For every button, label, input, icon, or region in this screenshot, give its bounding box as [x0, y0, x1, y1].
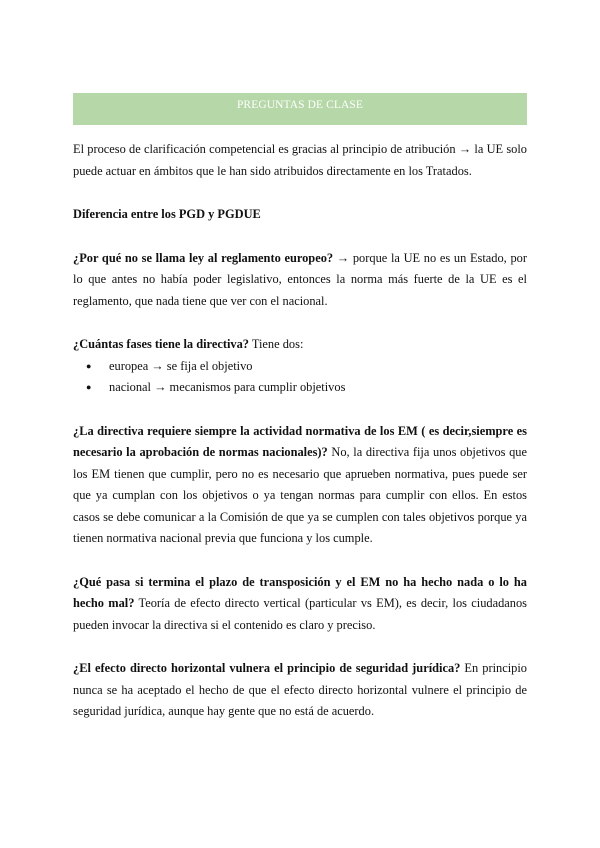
section-heading [73, 204, 527, 226]
section-heading-text: Diferencia entre los PGD y PGDUE [73, 207, 261, 221]
answer-1: → porque la UE no es un Estado, por lo que antes no había poder legislativo, entonces la norma más fuerte de la UE es el reglamento, que nada tiene que ver con el nacional. [73, 250, 527, 308]
intro-paragraph: El proceso de clarificación competencial es gracias al principio de atribución → la UE solo puede actuar en ámbitos que le han sido atribuidos directamente en los Tratados. [73, 142, 527, 178]
qa-paragraph-3 [73, 421, 527, 550]
qa-paragraph-2 [73, 334, 527, 356]
list-item: ● nacional → mecanismos para cumplir objetivos [73, 377, 527, 399]
answer-2: Tiene dos: [248, 337, 304, 351]
list-item: ● europea → se fija el objetivo [73, 356, 527, 378]
question-5: ¿El efecto directo horizontal vulnera el principio de seguridad jurídica? [73, 661, 461, 675]
question-3: ¿La directiva requiere siempre la actividad normativa de los EM ( es decir,siempre es necesario la aprobación de normas nacionales)? [73, 423, 527, 459]
qa-paragraph-4 [73, 572, 527, 637]
question-2: ¿Cuántas fases tiene la directiva? [73, 337, 249, 351]
question-1: ¿Por qué no se llama ley al reglamento europeo? [73, 250, 334, 265]
qa-paragraph-5 [73, 658, 527, 723]
qa-paragraph-1 [73, 248, 527, 313]
question-4: ¿Qué pasa si termina el plazo de transposición y el EM no ha hecho nada o lo ha hecho mal? [73, 574, 527, 610]
section-header: PREGUNTAS DE CLASE [73, 93, 527, 125]
document-page [73, 93, 527, 723]
answer-5: En principio nunca se ha aceptado el hecho de que el efecto directo horizontal vulnere el principio de seguridad jurídica, aunque hay gente que no está de acuerdo. [73, 661, 527, 718]
answer-4: Teoría de efecto directo vertical (particular vs EM), es decir, los ciudadanos pueden invocar la directiva si el contenido es claro y preciso. [73, 596, 528, 632]
answer-3: No, la directiva fija unos objetivos que los EM tienen que cumplir, pero no es necesario que aprueben normativa, pues puede ser que ya cumplan con los objetivos o ya tengan normas para cumplir con ellos. En estos casos se debe comunicar a la Comisión de que ya se cumplen con tales objetivos porque ya tienen normativa nacional previa que funciona y los cumple. [73, 445, 527, 545]
phases-list [73, 356, 527, 399]
